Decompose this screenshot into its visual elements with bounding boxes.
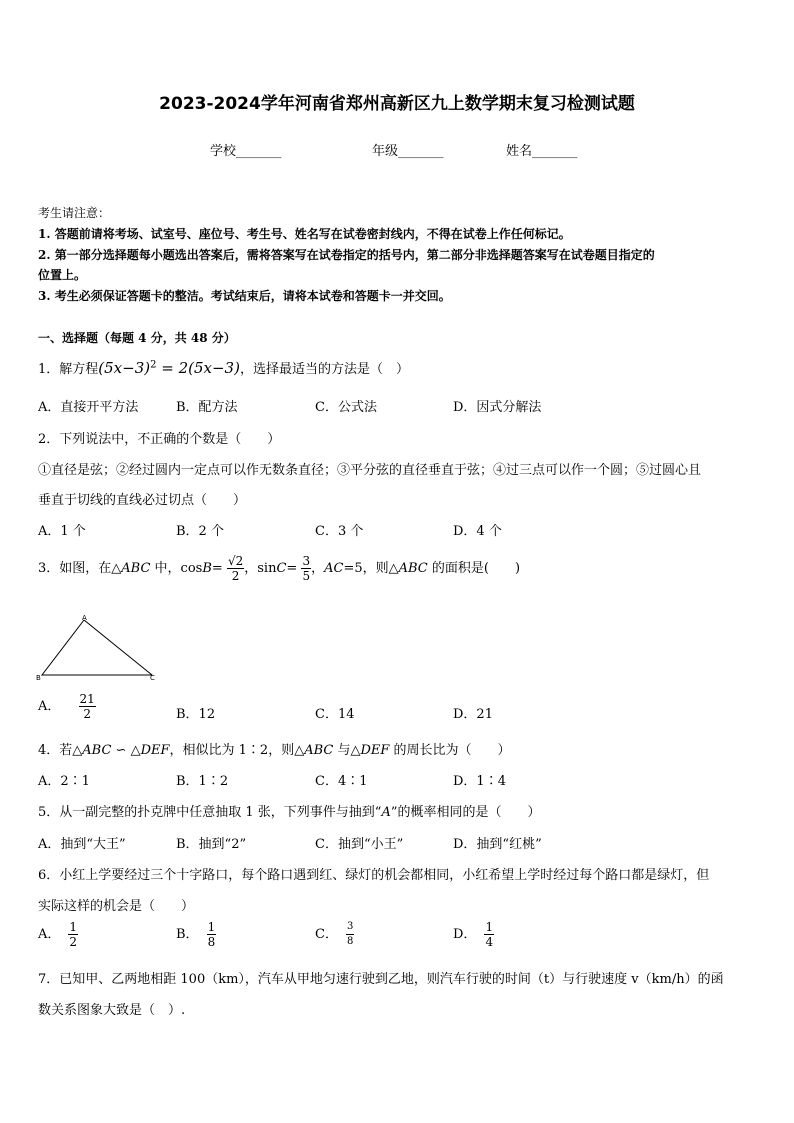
question-7-line-1: 7．已知甲、乙两地相距 100（km），汽车从甲地匀速行驶到乙地，则汽车行驶的时间（t）与行驶速度 v（km/h）的函 bbox=[38, 972, 724, 987]
q5-option-c: C．抽到“小王” bbox=[315, 837, 404, 852]
q3-option-a: A． $\frac{21}{2}$ bbox=[38, 692, 95, 721]
question-3-stem: 3．如图，在△ABC 中，cosB= $\frac{√2}{2}$ ，sinC= $\frac{3}{5}$ ，AC=5，则△ABC 的面积是( ) bbox=[38, 554, 521, 583]
q2-option-d: D．4 个 bbox=[453, 524, 502, 539]
notice-item-2: 2. 第一部分选择题每小题选出答案后，需将答案写在试卷指定的括号内，第二部分非选择题答案写在试卷题目指定的 bbox=[38, 248, 655, 262]
q2-option-a: A．1 个 bbox=[38, 524, 86, 539]
question-4-stem: 4．若△ABC ∽ △DEF，相似比为 1∶2，则△ABC 与△DEF 的周长比为（ ） bbox=[38, 743, 511, 758]
q3-option-b: B．12 bbox=[176, 707, 216, 722]
q2-option-c: C．3 个 bbox=[315, 524, 364, 539]
section-heading: 一、选择题（每题 4 分，共 48 分） bbox=[38, 331, 236, 345]
q5-option-a: A．抽到“大王” bbox=[38, 837, 126, 852]
name-field: 姓名_______ bbox=[506, 144, 578, 159]
q3-option-c: C．14 bbox=[315, 707, 355, 722]
notice-item-1: 1. 答题前请将考场、试室号、座位号、考生号、姓名写在试卷密封线内，不得在试卷上作任何标记。 bbox=[38, 227, 571, 241]
q4-option-a: A．2∶1 bbox=[38, 774, 90, 789]
q5-option-b: B．抽到“2” bbox=[176, 837, 247, 852]
school-field: 学校_______ bbox=[210, 144, 282, 159]
q4-option-c: C．4∶1 bbox=[315, 774, 368, 789]
notice-item-2-cont: 位置上。 bbox=[38, 268, 87, 282]
triangle-figure bbox=[34, 612, 160, 682]
cos-b-denominator: 2 bbox=[231, 569, 240, 583]
question-2-body-2: 垂直于切线的直线必过切点（ ） bbox=[38, 493, 247, 508]
vertex-a-label: A bbox=[82, 614, 87, 622]
vertex-c-label: C bbox=[150, 674, 155, 682]
q6-option-d: D． $\frac{1}{4}$ bbox=[453, 920, 494, 949]
q1-option-b: B．配方法 bbox=[176, 400, 238, 415]
question-6-line-1: 6．小红上学要经过三个十字路口，每个路口遇到红、绿灯的机会都相同，小红希望上学时经过每个路口都是绿灯，但 bbox=[38, 868, 710, 883]
page-title: 2023-2024学年河南省郑州高新区九上数学期末复习检测试题 bbox=[159, 94, 635, 114]
notice-item-3: 3. 考生必须保证答题卡的整洁。考试结束后，请将本试卷和答题卡一并交回。 bbox=[38, 289, 451, 303]
q4-option-d: D．1∶4 bbox=[453, 774, 506, 789]
question-7-line-2: 数关系图象大致是（ ）. bbox=[38, 1003, 186, 1018]
sin-c-numerator: 3 bbox=[302, 554, 311, 568]
question-5-stem: 5．从一副完整的扑克牌中任意抽取 1 张，下列事件与抽到“A”的概率相同的是（ ） bbox=[38, 805, 541, 820]
question-2-stem: 2．下列说法中，不正确的个数是（ ） bbox=[38, 432, 281, 447]
sin-c-denominator: 5 bbox=[302, 569, 311, 583]
question-2-body-1: ①直径是弦；②经过圆内一定点可以作无数条直径；③平分弦的直径垂直于弦；④过三点可以作一个圆；⑤过圆心且 bbox=[38, 463, 702, 478]
q1-option-a: A．直接开平方法 bbox=[38, 400, 139, 415]
q5-option-d: D．抽到“红桃” bbox=[453, 837, 542, 852]
q6-option-b: B． $\frac{1}{8}$ bbox=[176, 920, 216, 949]
vertex-b-label: B bbox=[36, 674, 41, 682]
q6-option-c: C． $\frac{3}{8}$ bbox=[315, 921, 354, 947]
q1-option-c: C．公式法 bbox=[315, 400, 377, 415]
q2-option-b: B．2 个 bbox=[176, 524, 224, 539]
grade-field: 年级_______ bbox=[372, 144, 444, 159]
question-1-stem: 1．解方程$(5x-3)^2 = 2(5x-3)$，选择最适当的方法是（ ） bbox=[38, 359, 409, 377]
q6-option-a: A． $\frac{1}{2}$ bbox=[38, 920, 78, 949]
cos-b-numerator: √2 bbox=[227, 554, 244, 568]
q3-option-d: D．21 bbox=[453, 707, 493, 722]
notice-heading: 考生请注意： bbox=[38, 206, 111, 220]
q1-option-d: D．因式分解法 bbox=[453, 400, 542, 415]
q4-option-b: B．1∶2 bbox=[176, 774, 229, 789]
question-6-line-2: 实际这样的机会是（ ） bbox=[38, 899, 195, 914]
